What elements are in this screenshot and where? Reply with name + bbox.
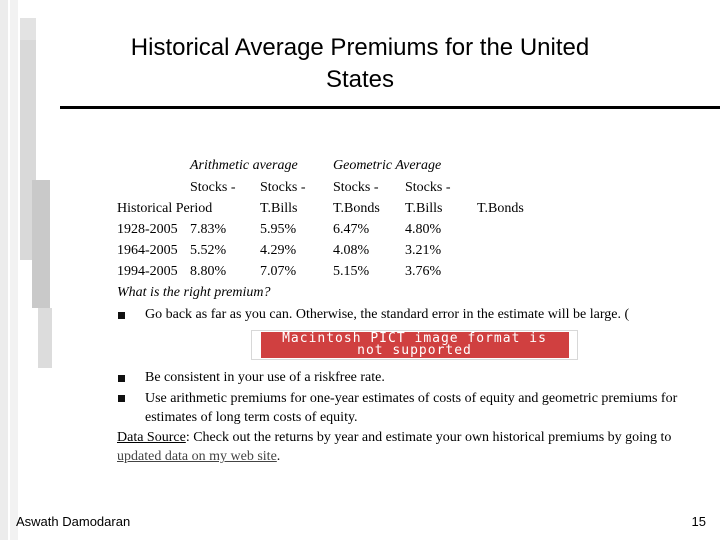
table-cell: 5.95% <box>260 222 297 237</box>
subheader-cell: T.Bonds <box>477 201 524 216</box>
table-cell: 5.52% <box>190 243 227 258</box>
unsupported-image-placeholder <box>251 330 578 360</box>
table-cell: 3.76% <box>405 264 442 279</box>
decorative-bar <box>32 180 50 308</box>
table-cell: 3.21% <box>405 243 442 258</box>
table-cell: 6.47% <box>333 222 370 237</box>
table-cell: 4.08% <box>333 243 370 258</box>
bullet-square-icon <box>118 375 125 382</box>
data-source-paragraph <box>117 428 702 466</box>
bullet-square-icon <box>118 395 125 402</box>
subheader-cell: T.Bills <box>405 201 443 216</box>
title-line-2: States <box>325 66 395 93</box>
subheader-cell: Stocks - <box>405 180 451 195</box>
table-cell: 8.80% <box>190 264 227 279</box>
footer-author: Aswath Damodaran <box>16 514 131 529</box>
decorative-bar <box>10 0 18 540</box>
placeholder-text: Macintosh PICT image format is not supported <box>261 332 569 358</box>
table-row-period: 1928-2005 <box>117 222 178 237</box>
table-cell: 7.83% <box>190 222 227 237</box>
data-source-text: : Check out the returns by year and estimate your own historical premiums by going to <box>185 430 672 445</box>
header-arithmetic: Arithmetic average <box>190 158 298 173</box>
title-divider <box>60 106 720 109</box>
table-cell: 4.80% <box>405 222 442 237</box>
subheader-cell: Stocks - <box>190 180 236 195</box>
table-row-period: 1994-2005 <box>117 264 178 279</box>
data-source-end: . <box>276 449 281 464</box>
table-cell: 7.07% <box>260 264 297 279</box>
table-cell: 4.29% <box>260 243 297 258</box>
decorative-bar <box>38 308 52 368</box>
subheader-cell: T.Bills <box>260 201 298 216</box>
subheader-cell: T.Bonds <box>333 201 380 216</box>
bullet-text: Use arithmetic premiums for one-year estimates of costs of equity and geometric premiums for estimates of long term costs of equity. <box>145 391 678 425</box>
decorative-bar <box>20 18 36 40</box>
page-number: 15 <box>691 514 706 529</box>
header-geometric: Geometric Average <box>333 158 442 173</box>
subheader-cell: Stocks - <box>260 180 306 195</box>
subheader-cell: Stocks - <box>333 180 379 195</box>
bullet-text: Go back as far as you can. Otherwise, the standard error in the estimate will be large. ( <box>145 307 630 322</box>
web-site-link[interactable]: updated data on my web site <box>117 449 277 464</box>
table-row-period: 1964-2005 <box>117 243 178 258</box>
bullet-square-icon <box>118 312 125 319</box>
data-source-label: Data Source <box>117 430 186 445</box>
title-line-1: Historical Average Premiums for the United <box>130 34 590 61</box>
decorative-bar <box>0 0 8 540</box>
bullet-text: Be consistent in your use of a riskfree rate. <box>145 370 385 385</box>
slide-title <box>60 32 660 96</box>
table-cell: 5.15% <box>333 264 370 279</box>
row-label-header: Historical Period <box>117 201 213 216</box>
question-text: What is the right premium? <box>117 285 271 300</box>
